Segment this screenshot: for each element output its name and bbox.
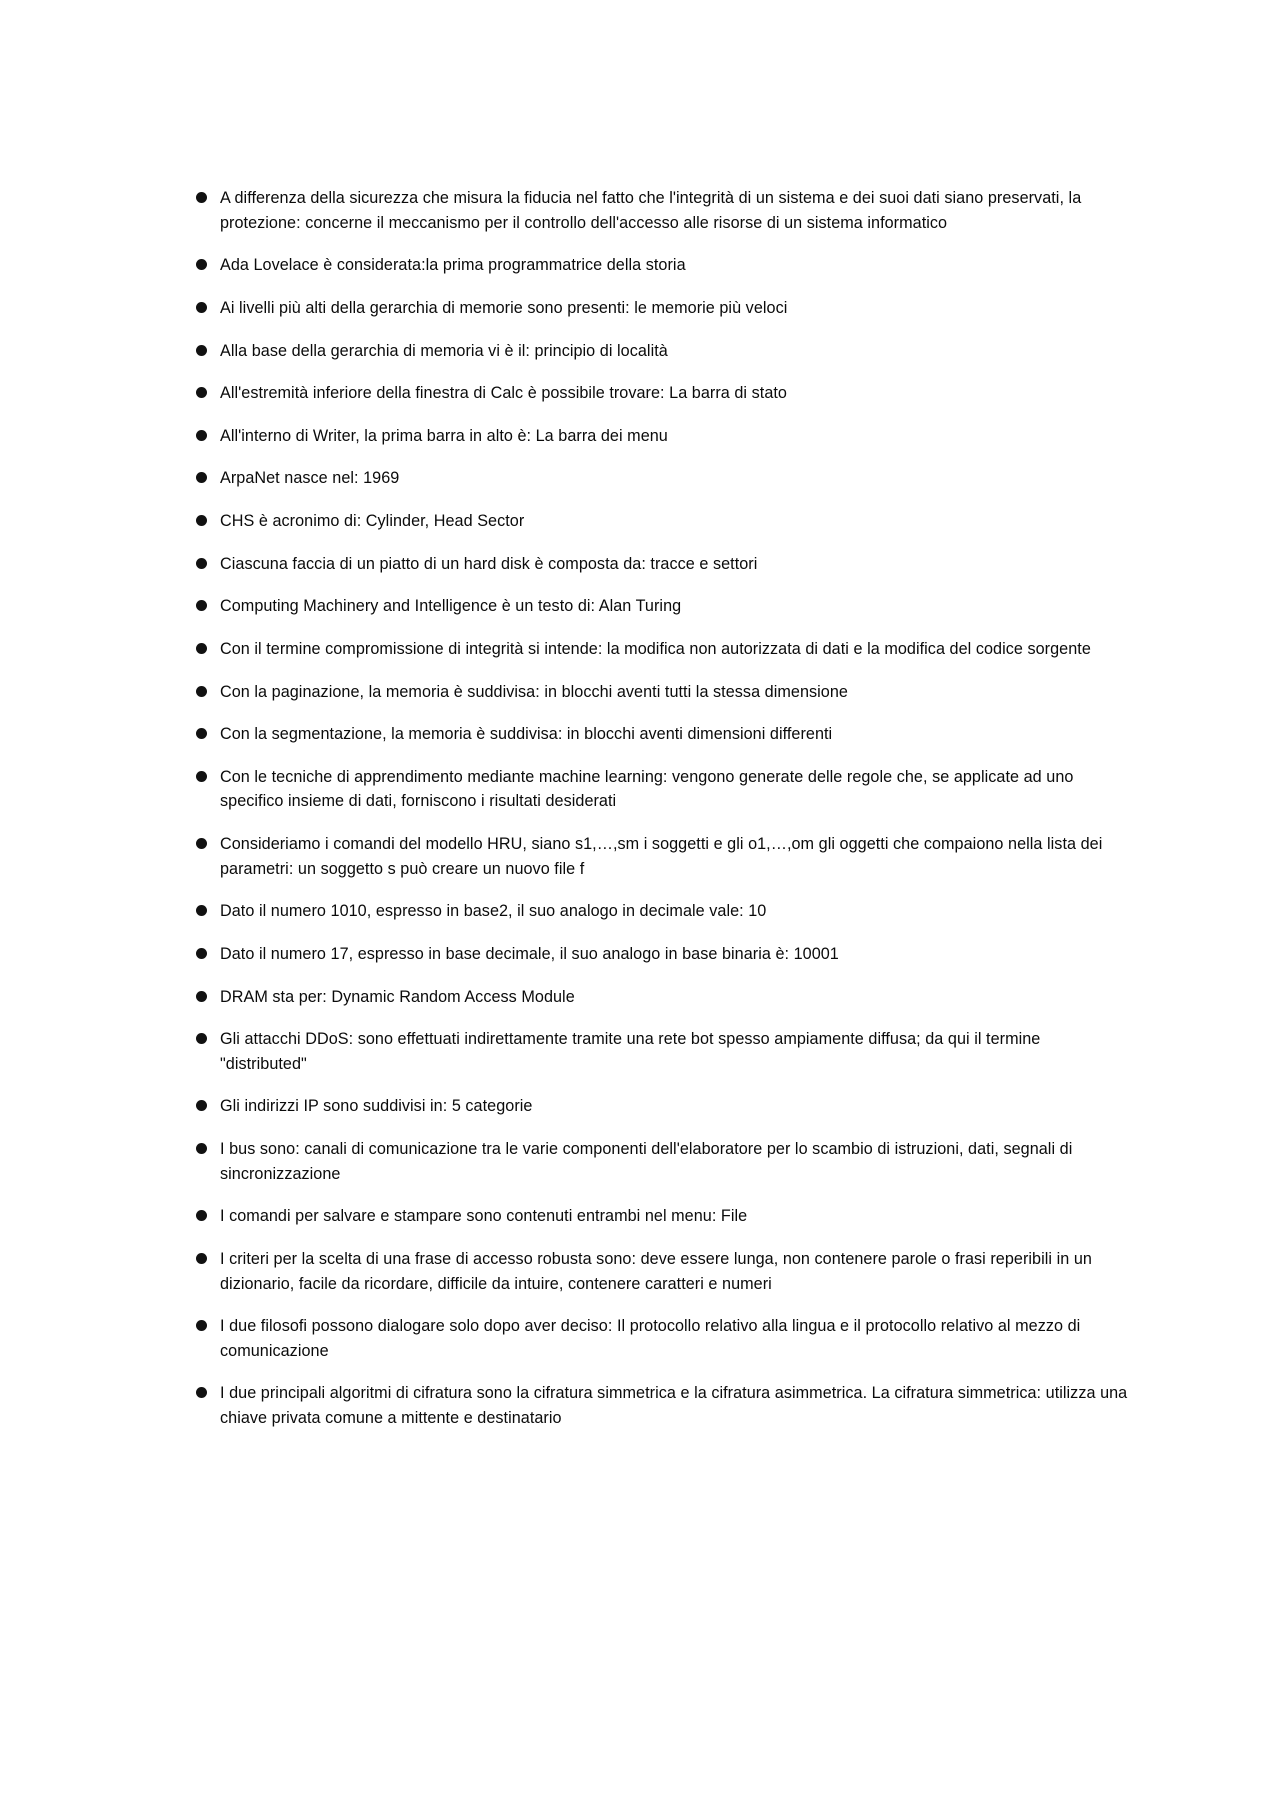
bullet-circle-icon [196, 771, 207, 782]
bullet-circle-icon [196, 192, 207, 203]
bullet-circle-icon [196, 948, 207, 959]
bullet-circle-icon [196, 1033, 207, 1044]
list-item-text: Dato il numero 17, espresso in base decimale, il suo analogo in base binaria è: 10001 [220, 944, 839, 963]
bullet-circle-icon [196, 905, 207, 916]
list-item [196, 680, 1130, 705]
bullet-circle-icon [196, 686, 207, 697]
bullet-circle-icon [196, 838, 207, 849]
list-item-text: Gli attacchi DDoS: sono effettuati indirettamente tramite una rete bot spesso ampiamente diffusa; da qui il termine "distributed" [220, 1030, 1041, 1073]
list-item-text: Computing Machinery and Intelligence è un testo di: Alan Turing [220, 597, 682, 616]
list-item-text: Con la paginazione, la memoria è suddivisa: in blocchi aventi tutti la stessa dimensione [220, 682, 848, 701]
list-item [196, 466, 1130, 491]
list-item-text: I comandi per salvare e stampare sono contenuti entrambi nel menu: File [220, 1207, 748, 1226]
bullet-circle-icon [196, 302, 207, 313]
list-item-text: DRAM sta per: Dynamic Random Access Module [220, 987, 575, 1006]
list-item [196, 899, 1130, 924]
list-item [196, 722, 1130, 747]
list-item [196, 832, 1130, 881]
list-item [196, 942, 1130, 967]
list-item-text: Dato il numero 1010, espresso in base2, il suo analogo in decimale vale: 10 [220, 902, 767, 921]
list-item [196, 339, 1130, 364]
bullet-circle-icon [196, 345, 207, 356]
list-item [196, 1137, 1130, 1186]
bullet-circle-icon [196, 1320, 207, 1331]
list-item-text: All'interno di Writer, la prima barra in alto è: La barra dei menu [220, 426, 668, 445]
list-item-text: A differenza della sicurezza che misura la fiducia nel fatto che l'integrità di un sistema e dei suoi dati siano preservati, la protezione: concerne il meccanismo per il controllo dell'accesso alle risorse di un sistema informatico [220, 189, 1082, 232]
list-item [196, 1027, 1130, 1076]
bullet-circle-icon [196, 728, 207, 739]
list-item-text: I due principali algoritmi di cifratura sono la cifratura simmetrica e la cifratura asimmetrica. La cifratura simmetrica: utilizza una chiave privata comune a mittente e destinatario [220, 1384, 1128, 1427]
bullet-circle-icon [196, 430, 207, 441]
list-item-text: CHS è acronimo di: Cylinder, Head Sector [220, 512, 525, 530]
list-item-text: Con le tecniche di apprendimento mediante machine learning: vengono generate delle regole che, se applicate ad uno specifico insieme di dati, forniscono i risultati desiderati [220, 767, 1074, 811]
list-item-text: Consideriamo i comandi del modello HRU, siano s1,…,sm i soggetti e gli o1,…,om gli oggetti che compaiono nella lista dei parametri: un soggetto s può creare un nuovo file f [220, 835, 1103, 878]
list-item [196, 253, 1130, 278]
list-item [196, 1247, 1130, 1296]
list-item [196, 424, 1130, 449]
bullet-circle-icon [196, 1143, 207, 1154]
bullet-circle-icon [196, 259, 207, 270]
list-item-text: All'estremità inferiore della finestra di Calc è possibile trovare: La barra di stato [220, 384, 787, 403]
bullet-circle-icon [196, 643, 207, 654]
list-item [196, 296, 1130, 321]
list-item-text: Con la segmentazione, la memoria è suddivisa: in blocchi aventi dimensioni differenti [220, 725, 833, 744]
list-item [196, 1094, 1130, 1119]
list-item-text: Con il termine compromissione di integrità si intende: la modifica non autorizzata di dati e la modifica del codice sorgente [220, 639, 1091, 658]
list-item [196, 985, 1130, 1010]
list-item [196, 765, 1130, 814]
list-item [196, 1314, 1130, 1363]
bullet-circle-icon [196, 991, 207, 1002]
list-item [196, 1204, 1130, 1229]
list-item [196, 637, 1130, 662]
list-item [196, 594, 1130, 619]
bullet-circle-icon [196, 1210, 207, 1221]
list-item [196, 186, 1130, 235]
list-item-text: I due filosofi possono dialogare solo dopo aver deciso: Il protocollo relativo alla lingua e il protocollo relativo al mezzo di comunicazione [220, 1317, 1081, 1360]
list-item-text: ArpaNet nasce nel: 1969 [220, 469, 400, 488]
bullet-circle-icon [196, 558, 207, 569]
bullet-circle-icon [196, 515, 207, 526]
qa-bullet-list [196, 186, 1130, 1431]
bullet-circle-icon [196, 1387, 207, 1398]
bullet-circle-icon [196, 1100, 207, 1111]
list-item [196, 552, 1130, 577]
list-item [196, 509, 1130, 534]
list-item-text: I criteri per la scelta di una frase di accesso robusta sono: deve essere lunga, non contenere parole o frasi reperibili in un dizionario, facile da ricordare, difficile da intuire, contenere caratteri e numeri [220, 1249, 1092, 1293]
list-item-text: Alla base della gerarchia di memoria vi è il: principio di località [220, 341, 668, 360]
bullet-circle-icon [196, 387, 207, 398]
bullet-circle-icon [196, 600, 207, 611]
list-item-text: I bus sono: canali di comunicazione tra le varie componenti dell'elaboratore per lo scambio di istruzioni, dati, segnali di sincronizzazione [220, 1140, 1073, 1183]
list-item-text: Ciascuna faccia di un piatto di un hard disk è composta da: tracce e settori [220, 554, 758, 573]
list-item-text: Ai livelli più alti della gerarchia di memorie sono presenti: le memorie più veloci [220, 298, 788, 317]
list-item [196, 381, 1130, 406]
list-item-text: Ada Lovelace è considerata:la prima programmatrice della storia [220, 256, 686, 275]
bullet-circle-icon [196, 1253, 207, 1264]
bullet-circle-icon [196, 472, 207, 483]
list-item-text: Gli indirizzi IP sono suddivisi in: 5 categorie [220, 1097, 533, 1116]
list-item [196, 1381, 1130, 1430]
